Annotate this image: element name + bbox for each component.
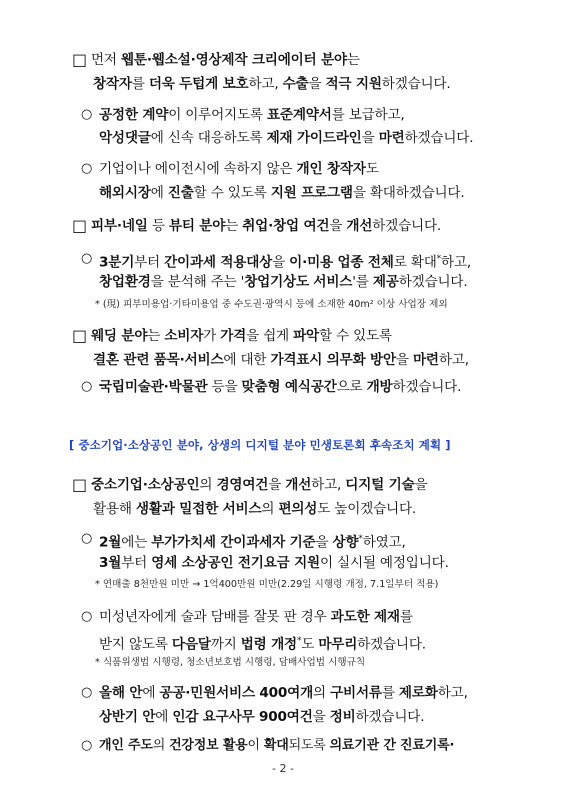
circle-bullet: ○ <box>81 161 93 176</box>
text-line: 기업이나 에이전시에 속하지 않은 개인 창작자도 <box>99 161 379 177</box>
footnote: * (現) 피부미용업·기타미용업 중 수도권·광역시 등에 소재한 40m² 이상 사업장 제외 <box>95 299 448 310</box>
text-line: 피부·네일 등 뷰티 분야는 취업·창업 여건을 개선하겠습니다. <box>91 218 442 234</box>
circle-bullet: ○ <box>81 251 93 266</box>
text-line: 국립미술관·박물관 등을 맞춤형 예식공간으로 개방하겠습니다. <box>99 379 462 395</box>
square-bullet: □ <box>72 50 88 69</box>
text-line: 올해 안에 공공·민원서비스 400여개의 구비서류를 제로화하고, <box>99 685 468 701</box>
circle-bullet: ○ <box>81 379 93 394</box>
text-line: 받지 않도록 다음달까지 법령 개정*도 마무리하겠습니다. <box>99 636 426 653</box>
text-line: 웨딩 분야는 소비자가 가격을 쉽게 파악할 수 있도록 <box>91 328 392 344</box>
text-line: 상반기 안에 인감 요구사무 900여건을 정비하겠습니다. <box>99 709 425 725</box>
text-line: 미성년자에게 술과 담배를 잘못 판 경우 과도한 제재를 <box>99 609 413 625</box>
text-line: 개인 주도의 건강정보 활용이 확대되도록 의료기관 간 진료기록· <box>99 738 455 753</box>
text-line: 먼저 웹툰·웹소설·영상제작 크리에이터 분야는 <box>91 52 360 68</box>
square-bullet: □ <box>72 326 88 345</box>
circle-bullet: ○ <box>81 531 93 546</box>
text-line: 2월에는 부가가치세 간이과세자 기준을 상향*하였고, <box>99 534 406 551</box>
page-number: - 2 - <box>272 762 294 775</box>
text-line: 공정한 계약이 이루어지도록 표준계약서를 보급하고, <box>99 107 405 123</box>
footnote: * 연매출 8천만원 미만 → 1억400만원 미만(2.29일 시행령 개정, 7.1일부터 적용) <box>95 579 439 590</box>
text-line: 중소기업·소상공인의 경영여건을 개선하고, 디지털 기술을 <box>91 477 428 493</box>
section-heading: [ 중소기업·소상공인 분야, 상생의 디지털 분야 민생토론회 후속조치 계획 ] <box>69 438 451 452</box>
square-bullet: □ <box>72 475 88 494</box>
text-line: 결혼 관련 품목·서비스에 대한 가격표시 의무화 방안을 마련하고, <box>93 352 469 368</box>
text-line: 해외시장에 진출할 수 있도록 지원 프로그램을 확대하겠습니다. <box>99 185 465 201</box>
circle-bullet: ○ <box>81 738 93 753</box>
footnote: * 식품위생법 시행령, 청소년보호법 시행령, 담배사업법 시행규칙 <box>95 657 366 668</box>
text-line: 악성댓글에 신속 대응하도록 제재 가이드라인을 마련하겠습니다. <box>99 130 474 146</box>
text-line: 창작자를 더욱 두텁게 보호하고, 수출을 적극 지원하겠습니다. <box>93 76 451 92</box>
text-line: 3분기부터 간이과세 적용대상을 이·미용 업종 전체로 확대*하고, <box>99 254 471 271</box>
text-line: 3월부터 영세 소상공인 전기요금 지원이 실시될 예정입니다. <box>99 555 449 571</box>
text-line: 활용해 생활과 밀접한 서비스의 편의성도 높이겠습니다. <box>93 501 416 517</box>
square-bullet: □ <box>72 216 88 235</box>
circle-bullet: ○ <box>81 609 93 624</box>
text-line: 창업환경을 분석해 주는 '창업기상도 서비스'를 제공하겠습니다. <box>99 274 468 290</box>
circle-bullet: ○ <box>81 107 93 122</box>
circle-bullet: ○ <box>81 685 93 700</box>
